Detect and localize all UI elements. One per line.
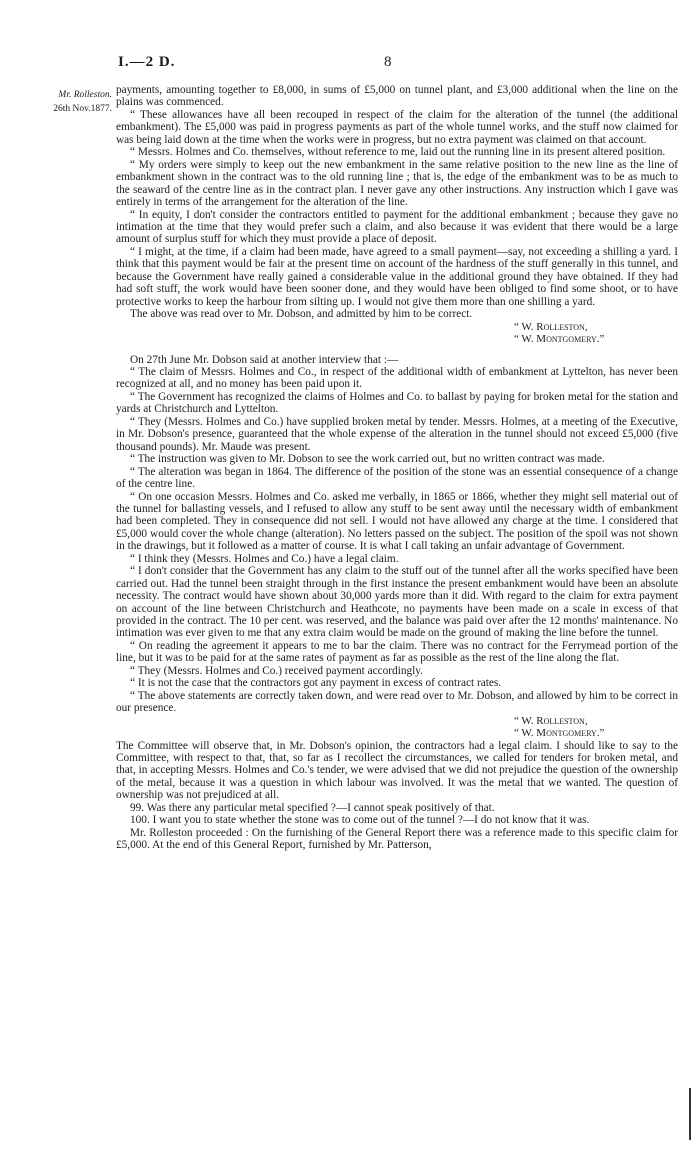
signature-line: “ W. Montgomery.” [514,727,605,740]
paragraph: “ It is not the case that the contractors got any payment in excess of contract rates. [130,677,502,690]
paragraph: “ My orders were simply to keep out the new embankment in the same relative position to the new line as the line of embankment shown in the contract was to the old running line ; that is, the edge of the embankment was to be as much to the seaward of the centre line as in the contract plan. I never gave any other instructions. Any instruction which I gave was entirely in terms of the arrangement for the alteration of the line. [116,158,678,209]
paragraph: “ They (Messrs. Holmes and Co.) have supplied broken metal by tender. Messrs. Holmes, at a meeting of the Executive, in Mr. Dobson's presence, guaranteed that the whole expense of the alteration in the tunnel should not exceed £5,000 (five thousand pounds). Mr. Maude was present. [116,415,678,453]
document-reference: I.—2 D. [118,54,176,70]
signature-block-2 [116,715,678,740]
margin-rule [689,1088,691,1140]
paragraph: The Committee will observe that, in Mr. Dobson's opinion, the contractors had a legal claim. I should like to say to the Committee, with respect to that, that, so far as I recollect the circumstances, we called for tenders for broken metal, and that, in accepting Messrs. Holmes and Co.'s tender, we were advised that we did not prejudice the question of the ownership of the metal, because it was a question in which labour was involved. It was the metal that we wanted. The question of ownership was not prejudiced at all. [116,739,678,802]
paragraph: 100. I want you to state whether the stone was to come out of the tunnel ?—I do not know that it was. [130,814,590,827]
paragraph: “ In equity, I don't consider the contractors entitled to payment for the additional embankment ; because they gave no intimation at the time that they would prefer such a claim, and also because it was evident that there would be a large amount of surplus stuff for which they must provide a place of deposit. [116,208,678,246]
signature-line: “ W. Rolleston, [514,714,588,727]
paragraph: “ Messrs. Holmes and Co. themselves, without reference to me, laid out the running line in its present altered position. [130,146,666,159]
paragraph: “ I don't consider that the Government has any claim to the stuff out of the tunnel after all the works specified have been carried out. Had the tunnel been straight through in the first instance the present embankment would have been an absolute necessity. The contract would have shown about 30,000 yards more than it did. With regard to the claim for extra payment on account of the line between Christchurch and Heathcote, no payments have been made on a scale in excess of that provided in the contract. The 10 per cent. was reserved, and the balance was paid over after the 12 months' maintenance. No intimation was ever given to me that any extra claim would be made on the ground of making the line before the tunnel. [116,565,678,640]
paragraph: “ I might, at the time, if a claim had been made, have agreed to a small payment—say, not exceeding a shilling a yard. I think that this payment would be fair at the present time on account of the hardness of the stuff generally in this tunnel, and because the Government have really gained a considerable value in the additional ground they have obtained. If they had had soft stuff, the work would have been sooner done, and they would have been obliged to find some shoot, or to have protective works to keep the harbour from silting up. I would not give them more than one shilling a yard. [116,245,678,308]
section-1 [116,84,678,321]
section-3 [116,740,678,852]
margin-note [20,88,112,116]
paragraph: “ On one occasion Messrs. Holmes and Co. asked me verbally, in 1865 or 1866, whether they might sell material out of the tunnel for ballasting vessels, and I refused to allow any stuff to be sent away until the necessary width of embankment had been completed. They in consequence did not sell. I would not have allowed any charge at the time. I considered that £5,000 would cover the whole change (alteration). No letters passed on the subject. The position of the spoil was not shown in the drawings, but it followed as a matter of course. It is what I call taking an unfair advantage of Government. [116,490,678,553]
paragraph: 99. Was there any particular metal specified ?—I cannot speak positively of that. [130,801,495,814]
signature-block-1 [116,321,678,346]
paragraph: payments, amounting together to £8,000, in sums of £5,000 on tunnel plant, and £3,000 additional when the line on the plains was commenced. [116,84,678,109]
paragraph: “ On reading the agreement it appears to me to bar the claim. There was no contract for the Ferrymead portion of the line, but it was to be paid for at the same rates of payment as far as possible as the rest of the line along the flat. [116,639,678,665]
section-2 [116,354,678,715]
page-number: 8 [384,54,392,70]
document-body [116,84,678,852]
paragraph: “ The claim of Messrs. Holmes and Co., in respect of the additional width of embankment at Lyttelton, has never been recognized at all, and no money has been paid upon it. [116,365,678,391]
signature-line: “ W. Montgomery.” [514,333,605,346]
paragraph: On 27th June Mr. Dobson said at another interview that :— [130,353,399,366]
signature-line: “ W. Rolleston, [514,320,588,333]
margin-date: 26th Nov.1877. [53,104,112,114]
paragraph: The above was read over to Mr. Dobson, and admitted by him to be correct. [130,308,473,321]
paragraph: “ The instruction was given to Mr. Dobson to see the work carried out, but no written contract was made. [130,453,605,466]
margin-speaker: Mr. Rolleston. [58,90,112,100]
paragraph: “ I think they (Messrs. Holmes and Co.) have a legal claim. [130,552,399,565]
paragraph: Mr. Rolleston proceeded : On the furnishing of the General Report there was a reference made to this specific claim for £5,000. At the end of this General Report, furnished by Mr. Patterson, [116,826,678,852]
paragraph: “ They (Messrs. Holmes and Co.) received payment accordingly. [130,664,424,677]
paragraph: “ The above statements are correctly taken down, and were read over to Mr. Dobson, and allowed by him to be correct in our presence. [116,689,678,715]
paragraph: “ The alteration was began in 1864. The difference of the position of the stone was an essential consequence of a change of the centre line. [116,465,678,491]
paragraph: “ The Government has recognized the claims of Holmes and Co. to ballast by paying for broken metal for the station and yards at Christchurch and Lyttelton. [116,390,678,416]
paragraph: “ These allowances have all been recouped in respect of the claim for the alteration of the tunnel (the additional embankment). The £5,000 was paid in progress payments as part of the whole tunnel works, and the stuff now claimed for was being laid down at the time when the works were in progress, but no extra payment was claimed on that account. [116,108,678,146]
page-header [0,54,700,74]
